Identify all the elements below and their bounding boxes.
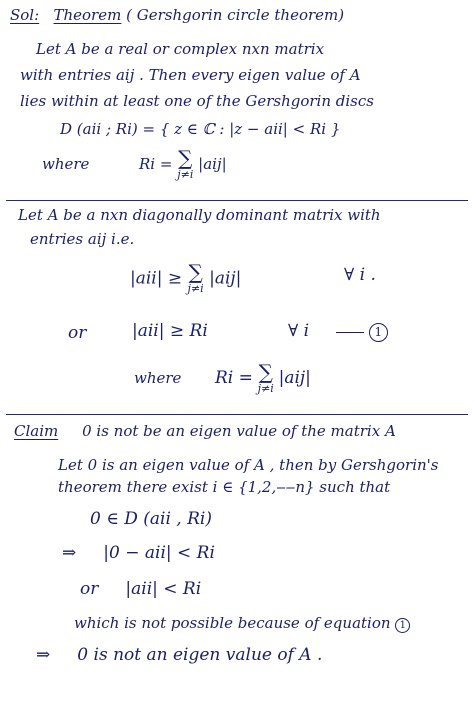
sum-subscript-3: j≠i	[257, 382, 274, 395]
dd-line-2: entries aij i.e.	[30, 230, 135, 248]
step-2-expr: |0 − aii| < Ri	[103, 543, 215, 563]
or-label-1: or	[68, 323, 87, 343]
ri-lhs: Ri =	[139, 155, 173, 173]
sum-subscript: j≠i	[177, 168, 194, 181]
conclusion-line	[36, 646, 322, 664]
equation-number-ref: 1	[395, 618, 410, 633]
conclusion-text: 0 is not an eigen value of A .	[77, 645, 323, 665]
claim-line	[14, 422, 396, 440]
dd-inequality-2: |aii| ≥ Ri	[132, 321, 208, 341]
or-label-2: or	[80, 579, 99, 599]
ri-lhs-2: Ri =	[215, 368, 253, 388]
ineq1-term: |aij|	[209, 268, 242, 289]
sum-2	[188, 262, 204, 296]
sum-1	[177, 148, 193, 182]
where-line-2	[134, 362, 311, 396]
claim-line-2: theorem there exist i ∈ {1,2,‒‒n} such that	[58, 478, 391, 496]
dd-line-1: Let A be a nxn diagonally dominant matrix with	[18, 206, 381, 224]
where-label-2: where	[134, 369, 182, 387]
theorem-line-1: Let A be a real or complex nxn matrix	[36, 40, 325, 58]
sum-subscript-2: j≠i	[187, 282, 204, 295]
dd-inequality-1	[130, 262, 241, 296]
theorem-line-2: with entries aij . Then every eigen value of A	[20, 66, 361, 84]
claim-line-1: Let 0 is an eigen value of A , then by Gershgorin's	[58, 456, 439, 474]
claim-step-2	[62, 544, 215, 562]
claim-step-1: 0 ∈ D (aii , Ri)	[90, 509, 212, 529]
sum-3	[258, 362, 274, 396]
forall-2: ∀ i	[288, 321, 310, 341]
equation-1-marker	[336, 322, 388, 342]
claim-step-3	[80, 580, 201, 598]
implies-arrow-1: ⇒	[62, 543, 77, 563]
step-3-expr: |aii| < Ri	[125, 579, 202, 599]
equation-number-1: 1	[369, 323, 388, 342]
section-divider-1	[6, 200, 468, 201]
ri-term-2: |aij|	[278, 368, 311, 388]
where-label: where	[42, 155, 90, 173]
sigma-symbol-3: ∑	[258, 360, 273, 384]
sigma-symbol-2: ∑	[188, 260, 203, 284]
which-text: which is not possible because of equation	[74, 614, 391, 632]
disc-formula: D (aii ; Ri) = { z ∈ ℂ : |z − aii| < Ri }	[60, 120, 341, 138]
sigma-symbol: ∑	[178, 146, 193, 170]
ineq1-lhs: |aii| ≥	[130, 268, 183, 289]
implies-arrow-2: ⇒	[36, 645, 51, 665]
theorem-line-3: lies within at least one of the Gershgorin discs	[20, 92, 374, 110]
which-line	[74, 614, 410, 633]
section-divider-2	[6, 414, 468, 415]
solution-heading	[10, 6, 344, 24]
theorem-note: ( Gershgorin circle theorem)	[126, 6, 345, 24]
forall-1: ∀ i .	[344, 265, 376, 285]
claim-label: Claim	[14, 422, 59, 440]
theorem-heading: Theorem	[53, 6, 122, 24]
claim-statement: 0 is not be an eigen value of the matrix A	[82, 422, 396, 440]
sol-label: Sol:	[10, 6, 40, 24]
where-line-1	[42, 148, 227, 182]
sum-term: |aij|	[198, 155, 227, 173]
